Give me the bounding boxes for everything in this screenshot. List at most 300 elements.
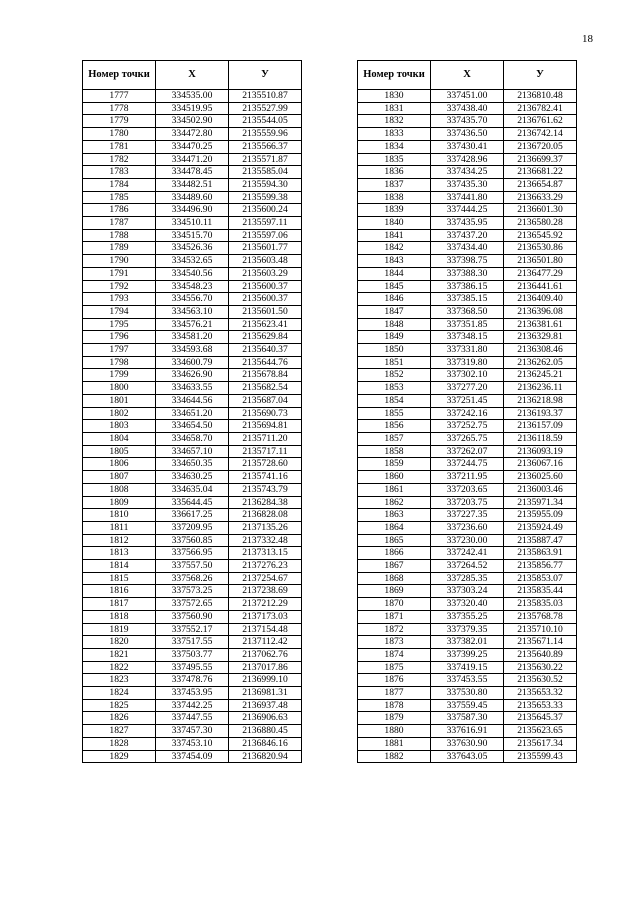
- cell-x: 337419.15: [431, 661, 504, 674]
- table-row: [358, 750, 577, 763]
- cell-point-number: 1828: [83, 737, 156, 750]
- cell-x: 337252.75: [431, 420, 504, 433]
- cell-point-number: 1844: [358, 267, 431, 280]
- cell-x: 334651.20: [156, 407, 229, 420]
- cell-point-number: 1811: [83, 521, 156, 534]
- table-row: [83, 483, 302, 496]
- cell-point-number: 1854: [358, 394, 431, 407]
- table-row: [358, 115, 577, 128]
- cell-y: 2136720.05: [504, 140, 577, 153]
- cell-y: 2136545.92: [504, 229, 577, 242]
- cell-point-number: 1787: [83, 217, 156, 230]
- cell-point-number: 1853: [358, 382, 431, 395]
- cell-y: 2135835.44: [504, 585, 577, 598]
- table-row: [358, 356, 577, 369]
- cell-x: 337559.45: [431, 699, 504, 712]
- table-row: [83, 560, 302, 573]
- table-row: [83, 648, 302, 661]
- table-row: [83, 687, 302, 700]
- cell-y: 2136681.22: [504, 166, 577, 179]
- table-row: [358, 572, 577, 585]
- cell-y: 2135971.34: [504, 496, 577, 509]
- cell-y: 2136003.46: [504, 483, 577, 496]
- cell-y: 2135671.14: [504, 636, 577, 649]
- cell-point-number: 1801: [83, 394, 156, 407]
- cell-point-number: 1793: [83, 293, 156, 306]
- table-row: [358, 331, 577, 344]
- table-row: [358, 344, 577, 357]
- cell-y: 2135527.99: [229, 102, 302, 115]
- cell-x: 337557.50: [156, 560, 229, 573]
- cell-y: 2136828.08: [229, 509, 302, 522]
- header-point-number: Номер точки: [83, 61, 156, 90]
- table-row: [358, 90, 577, 103]
- coordinates-table-right: [357, 60, 577, 763]
- cell-point-number: 1784: [83, 178, 156, 191]
- cell-x: 334626.90: [156, 369, 229, 382]
- cell-x: 337435.30: [431, 178, 504, 191]
- cell-point-number: 1832: [358, 115, 431, 128]
- cell-x: 337453.55: [431, 674, 504, 687]
- table-row: [83, 305, 302, 318]
- table-row: [358, 191, 577, 204]
- table-row: [358, 407, 577, 420]
- cell-y: 2135623.65: [504, 725, 577, 738]
- cell-y: 2135710.10: [504, 623, 577, 636]
- cell-point-number: 1815: [83, 572, 156, 585]
- cell-x: 337236.60: [431, 521, 504, 534]
- cell-point-number: 1820: [83, 636, 156, 649]
- cell-x: 337442.25: [156, 699, 229, 712]
- cell-x: 337265.75: [431, 432, 504, 445]
- table-row: [83, 115, 302, 128]
- cell-x: 334593.68: [156, 344, 229, 357]
- cell-point-number: 1846: [358, 293, 431, 306]
- table-row: [358, 382, 577, 395]
- cell-x: 337503.77: [156, 648, 229, 661]
- cell-x: 337430.41: [431, 140, 504, 153]
- cell-point-number: 1798: [83, 356, 156, 369]
- cell-x: 334630.25: [156, 471, 229, 484]
- table-body-right: [358, 90, 577, 763]
- table-row: [358, 153, 577, 166]
- cell-y: 2135623.41: [229, 318, 302, 331]
- cell-point-number: 1817: [83, 598, 156, 611]
- cell-y: 2137135.26: [229, 521, 302, 534]
- cell-x: 337244.75: [431, 458, 504, 471]
- table-row: [83, 394, 302, 407]
- cell-x: 337572.65: [156, 598, 229, 611]
- cell-point-number: 1810: [83, 509, 156, 522]
- table-row: [358, 204, 577, 217]
- cell-y: 2135711.20: [229, 432, 302, 445]
- cell-point-number: 1826: [83, 712, 156, 725]
- cell-x: 334470.25: [156, 140, 229, 153]
- cell-x: 337437.20: [431, 229, 504, 242]
- cell-x: 334600.79: [156, 356, 229, 369]
- cell-y: 2136118.59: [504, 432, 577, 445]
- cell-point-number: 1788: [83, 229, 156, 242]
- cell-point-number: 1869: [358, 585, 431, 598]
- cell-y: 2136245.21: [504, 369, 577, 382]
- cell-point-number: 1882: [358, 750, 431, 763]
- cell-x: 334489.60: [156, 191, 229, 204]
- cell-y: 2135653.33: [504, 699, 577, 712]
- cell-y: 2135600.37: [229, 280, 302, 293]
- cell-y: 2135687.04: [229, 394, 302, 407]
- table-header-row: [358, 61, 577, 90]
- cell-x: 337616.91: [431, 725, 504, 738]
- cell-x: 334644.56: [156, 394, 229, 407]
- cell-y: 2136580.28: [504, 217, 577, 230]
- cell-x: 337262.07: [431, 445, 504, 458]
- cell-point-number: 1805: [83, 445, 156, 458]
- table-row: [83, 318, 302, 331]
- table-row: [83, 242, 302, 255]
- cell-x: 334635.04: [156, 483, 229, 496]
- table-row: [358, 610, 577, 623]
- cell-y: 2136308.46: [504, 344, 577, 357]
- cell-x: 334657.10: [156, 445, 229, 458]
- cell-x: 337560.85: [156, 534, 229, 547]
- cell-point-number: 1870: [358, 598, 431, 611]
- table-row: [83, 496, 302, 509]
- cell-point-number: 1824: [83, 687, 156, 700]
- cell-x: 337587.30: [431, 712, 504, 725]
- table-row: [83, 585, 302, 598]
- cell-y: 2136761.62: [504, 115, 577, 128]
- cell-y: 2135694.81: [229, 420, 302, 433]
- cell-x: 337454.09: [156, 750, 229, 763]
- cell-y: 2136409.40: [504, 293, 577, 306]
- cell-x: 337355.25: [431, 610, 504, 623]
- cell-point-number: 1876: [358, 674, 431, 687]
- table-row: [83, 280, 302, 293]
- cell-point-number: 1855: [358, 407, 431, 420]
- cell-x: 337530.80: [431, 687, 504, 700]
- table-row: [358, 725, 577, 738]
- cell-point-number: 1799: [83, 369, 156, 382]
- table-row: [358, 420, 577, 433]
- cell-x: 334472.80: [156, 128, 229, 141]
- cell-point-number: 1865: [358, 534, 431, 547]
- cell-y: 2137173.03: [229, 610, 302, 623]
- cell-point-number: 1785: [83, 191, 156, 204]
- table-row: [83, 344, 302, 357]
- cell-y: 2135887.47: [504, 534, 577, 547]
- cell-y: 2137332.48: [229, 534, 302, 547]
- cell-x: 337434.25: [431, 166, 504, 179]
- cell-y: 2136193.37: [504, 407, 577, 420]
- table-row: [358, 471, 577, 484]
- table-row: [83, 712, 302, 725]
- table-row: [83, 102, 302, 115]
- table-row: [83, 90, 302, 103]
- cell-x: 337277.20: [431, 382, 504, 395]
- cell-x: 334535.00: [156, 90, 229, 103]
- cell-point-number: 1777: [83, 90, 156, 103]
- cell-x: 334581.20: [156, 331, 229, 344]
- cell-x: 337382.01: [431, 636, 504, 649]
- table-row: [83, 534, 302, 547]
- cell-x: 337379.35: [431, 623, 504, 636]
- table-row: [83, 598, 302, 611]
- cell-y: 2136699.37: [504, 153, 577, 166]
- table-row: [358, 661, 577, 674]
- table-row: [358, 242, 577, 255]
- cell-x: 337303.24: [431, 585, 504, 598]
- cell-y: 2137062.76: [229, 648, 302, 661]
- table-row: [83, 458, 302, 471]
- table-row: [83, 737, 302, 750]
- table-row: [83, 229, 302, 242]
- page-number: 18: [582, 33, 593, 45]
- cell-point-number: 1795: [83, 318, 156, 331]
- cell-y: 2135600.24: [229, 204, 302, 217]
- cell-y: 2135597.11: [229, 217, 302, 230]
- table-row: [358, 509, 577, 522]
- cell-y: 2135856.77: [504, 560, 577, 573]
- cell-x: 337302.10: [431, 369, 504, 382]
- cell-x: 337560.90: [156, 610, 229, 623]
- table-row: [358, 534, 577, 547]
- header-x: X: [156, 61, 229, 90]
- cell-point-number: 1834: [358, 140, 431, 153]
- cell-x: 337438.40: [431, 102, 504, 115]
- cell-x: 334540.56: [156, 267, 229, 280]
- cell-y: 2135717.11: [229, 445, 302, 458]
- cell-point-number: 1819: [83, 623, 156, 636]
- cell-point-number: 1794: [83, 305, 156, 318]
- table-row: [358, 293, 577, 306]
- table-row: [83, 191, 302, 204]
- table-row: [358, 598, 577, 611]
- cell-x: 335644.45: [156, 496, 229, 509]
- table-row: [358, 699, 577, 712]
- cell-x: 337428.96: [431, 153, 504, 166]
- cell-y: 2136601.30: [504, 204, 577, 217]
- cell-point-number: 1806: [83, 458, 156, 471]
- cell-point-number: 1802: [83, 407, 156, 420]
- cell-x: 337453.95: [156, 687, 229, 700]
- cell-point-number: 1850: [358, 344, 431, 357]
- cell-y: 2136846.16: [229, 737, 302, 750]
- cell-point-number: 1859: [358, 458, 431, 471]
- table-row: [358, 178, 577, 191]
- table-row: [358, 445, 577, 458]
- cell-x: 337451.00: [431, 90, 504, 103]
- cell-y: 2137017.86: [229, 661, 302, 674]
- cell-y: 2136654.87: [504, 178, 577, 191]
- cell-y: 2135690.73: [229, 407, 302, 420]
- cell-x: 337457.30: [156, 725, 229, 738]
- cell-y: 2136236.11: [504, 382, 577, 395]
- cell-point-number: 1873: [358, 636, 431, 649]
- table-row: [83, 217, 302, 230]
- cell-y: 2135682.54: [229, 382, 302, 395]
- cell-point-number: 1813: [83, 547, 156, 560]
- cell-y: 2136937.48: [229, 699, 302, 712]
- cell-point-number: 1830: [358, 90, 431, 103]
- table-row: [358, 521, 577, 534]
- cell-point-number: 1833: [358, 128, 431, 141]
- table-row: [83, 369, 302, 382]
- cell-point-number: 1866: [358, 547, 431, 560]
- cell-x: 334515.70: [156, 229, 229, 242]
- cell-x: 337285.35: [431, 572, 504, 585]
- cell-y: 2135601.50: [229, 305, 302, 318]
- cell-point-number: 1847: [358, 305, 431, 318]
- cell-y: 2135629.84: [229, 331, 302, 344]
- cell-point-number: 1804: [83, 432, 156, 445]
- cell-point-number: 1836: [358, 166, 431, 179]
- cell-x: 337399.25: [431, 648, 504, 661]
- cell-y: 2136396.08: [504, 305, 577, 318]
- table-row: [83, 432, 302, 445]
- cell-y: 2135559.96: [229, 128, 302, 141]
- cell-x: 337552.17: [156, 623, 229, 636]
- cell-y: 2135955.09: [504, 509, 577, 522]
- table-row: [358, 648, 577, 661]
- cell-y: 2136981.31: [229, 687, 302, 700]
- cell-point-number: 1878: [358, 699, 431, 712]
- cell-x: 337478.76: [156, 674, 229, 687]
- cell-y: 2136025.60: [504, 471, 577, 484]
- cell-x: 337388.30: [431, 267, 504, 280]
- table-row: [83, 674, 302, 687]
- cell-x: 334650.35: [156, 458, 229, 471]
- cell-point-number: 1818: [83, 610, 156, 623]
- table-row: [358, 140, 577, 153]
- cell-y: 2137238.69: [229, 585, 302, 598]
- cell-point-number: 1778: [83, 102, 156, 115]
- table-row: [83, 140, 302, 153]
- cell-y: 2136477.29: [504, 267, 577, 280]
- cell-point-number: 1861: [358, 483, 431, 496]
- table-row: [358, 737, 577, 750]
- table-row: [83, 128, 302, 141]
- cell-x: 334502.90: [156, 115, 229, 128]
- cell-point-number: 1821: [83, 648, 156, 661]
- cell-x: 337203.75: [431, 496, 504, 509]
- cell-point-number: 1867: [358, 560, 431, 573]
- cell-point-number: 1837: [358, 178, 431, 191]
- table-row: [83, 471, 302, 484]
- cell-x: 337441.80: [431, 191, 504, 204]
- cell-y: 2135600.37: [229, 293, 302, 306]
- header-point-number: Номер точки: [358, 61, 431, 90]
- cell-point-number: 1827: [83, 725, 156, 738]
- table-row: [83, 178, 302, 191]
- cell-y: 2136810.48: [504, 90, 577, 103]
- cell-x: 337209.95: [156, 521, 229, 534]
- cell-x: 334478.45: [156, 166, 229, 179]
- cell-y: 2136284.38: [229, 496, 302, 509]
- table-row: [358, 432, 577, 445]
- cell-y: 2135743.79: [229, 483, 302, 496]
- cell-y: 2136530.86: [504, 242, 577, 255]
- table-row: [83, 547, 302, 560]
- cell-point-number: 1849: [358, 331, 431, 344]
- cell-y: 2136067.16: [504, 458, 577, 471]
- cell-y: 2135603.29: [229, 267, 302, 280]
- cell-x: 337368.50: [431, 305, 504, 318]
- cell-point-number: 1792: [83, 280, 156, 293]
- cell-y: 2137212.29: [229, 598, 302, 611]
- cell-point-number: 1809: [83, 496, 156, 509]
- table-row: [358, 712, 577, 725]
- table-row: [83, 153, 302, 166]
- cell-point-number: 1851: [358, 356, 431, 369]
- cell-y: 2136381.61: [504, 318, 577, 331]
- cell-y: 2135510.87: [229, 90, 302, 103]
- cell-x: 334633.55: [156, 382, 229, 395]
- cell-y: 2137112.42: [229, 636, 302, 649]
- cell-y: 2135597.06: [229, 229, 302, 242]
- cell-point-number: 1814: [83, 560, 156, 573]
- table-row: [358, 217, 577, 230]
- table-row: [83, 521, 302, 534]
- cell-x: 336617.25: [156, 509, 229, 522]
- cell-point-number: 1875: [358, 661, 431, 674]
- cell-y: 2135566.37: [229, 140, 302, 153]
- table-row: [358, 280, 577, 293]
- cell-y: 2135571.87: [229, 153, 302, 166]
- cell-point-number: 1881: [358, 737, 431, 750]
- table-row: [83, 420, 302, 433]
- table-row: [83, 407, 302, 420]
- cell-point-number: 1879: [358, 712, 431, 725]
- cell-point-number: 1796: [83, 331, 156, 344]
- cell-point-number: 1862: [358, 496, 431, 509]
- cell-y: 2135640.89: [504, 648, 577, 661]
- cell-y: 2137254.67: [229, 572, 302, 585]
- cell-y: 2136782.41: [504, 102, 577, 115]
- cell-point-number: 1864: [358, 521, 431, 534]
- cell-y: 2135585.04: [229, 166, 302, 179]
- cell-point-number: 1877: [358, 687, 431, 700]
- cell-y: 2135741.16: [229, 471, 302, 484]
- cell-y: 2137276.23: [229, 560, 302, 573]
- table-row: [83, 572, 302, 585]
- cell-point-number: 1840: [358, 217, 431, 230]
- cell-point-number: 1789: [83, 242, 156, 255]
- cell-point-number: 1790: [83, 255, 156, 268]
- cell-x: 337264.52: [431, 560, 504, 573]
- cell-point-number: 1852: [358, 369, 431, 382]
- cell-point-number: 1845: [358, 280, 431, 293]
- table-row: [83, 255, 302, 268]
- cell-y: 2136218.98: [504, 394, 577, 407]
- cell-x: 337227.35: [431, 509, 504, 522]
- cell-x: 337517.55: [156, 636, 229, 649]
- cell-point-number: 1797: [83, 344, 156, 357]
- cell-point-number: 1812: [83, 534, 156, 547]
- cell-y: 2136329.81: [504, 331, 577, 344]
- cell-y: 2135640.37: [229, 344, 302, 357]
- cell-x: 334658.70: [156, 432, 229, 445]
- cell-x: 334496.90: [156, 204, 229, 217]
- cell-point-number: 1858: [358, 445, 431, 458]
- table-row: [83, 293, 302, 306]
- cell-x: 337435.95: [431, 217, 504, 230]
- cell-point-number: 1848: [358, 318, 431, 331]
- cell-y: 2135599.43: [504, 750, 577, 763]
- cell-y: 2135863.91: [504, 547, 577, 560]
- cell-point-number: 1856: [358, 420, 431, 433]
- table-row: [358, 674, 577, 687]
- table-row: [83, 725, 302, 738]
